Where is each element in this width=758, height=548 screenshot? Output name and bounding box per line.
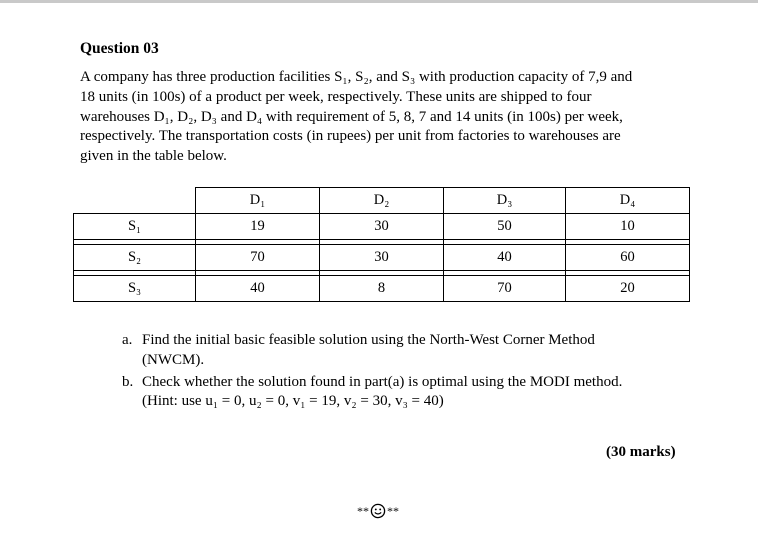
question-title: Question 03 [80,40,159,57]
footer-stars-left: ** [357,503,369,518]
table-cell: 50 [444,214,566,240]
marks-label: (30 marks) [606,444,676,460]
column-header: D₃ [444,188,566,214]
footer-ornament [357,503,399,519]
column-header: D₁ [196,188,320,214]
table-row [74,276,690,302]
subquestion-text: (NWCM). [142,351,205,368]
row-header: S₁ [74,214,196,240]
transportation-cost-table [73,187,690,302]
paragraph-line: warehouses D₁, D₂, D₃ and D₄ with requirement of 5, 8, 7 and 14 units (in 100s) per week, [80,108,623,125]
table-cell: 40 [196,276,320,302]
smiley-icon [370,503,386,519]
table-cell: 70 [444,276,566,302]
table-row [74,214,690,240]
row-header: S₃ [74,276,196,302]
subquestion-label: b. [122,373,134,390]
footer-stars-right: ** [387,503,399,518]
table-cell: 10 [566,214,690,240]
table-cell: 8 [320,276,444,302]
table-cell: 70 [196,245,320,271]
paragraph-line: A company has three production facilities S₁, S₂, and S₃ with production capacity of 7,9 and [80,69,633,85]
paragraph-line: given in the table below. [80,148,227,165]
table-cell: 20 [566,276,690,302]
paragraph-line: 18 units (in 100s) of a product per week, respectively. These units are shipped to four [80,88,592,105]
row-header: S₂ [74,245,196,271]
subquestion-item [122,373,682,413]
column-header: D₄ [566,188,690,214]
table-corner-cell [74,188,196,214]
top-border-line [0,0,758,3]
column-header: D₂ [320,188,444,214]
table-header-row [74,188,690,214]
table-cell: 30 [320,245,444,271]
subquestion-label: a. [122,332,133,348]
paragraph-line: respectively. The transportation costs (in rupees) per unit from factories to warehouses are [80,128,621,145]
table-cell: 40 [444,245,566,271]
subquestion-text: Find the initial basic feasible solution using the North-West Corner Method [142,332,595,348]
subquestion-text: Check whether the solution found in part(a) is optimal using the MODI method. [142,373,623,390]
table-cell: 30 [320,214,444,240]
subquestion-text: (Hint: use u₁ = 0, u₂ = 0, v₁ = 19, v₂ = 30, v₃ = 40) [142,393,444,410]
table-cell: 60 [566,245,690,271]
table-cell: 19 [196,214,320,240]
question-paragraph [80,68,690,167]
subquestion-item [122,331,682,371]
table-row [74,245,690,271]
subquestion-list [122,331,682,414]
